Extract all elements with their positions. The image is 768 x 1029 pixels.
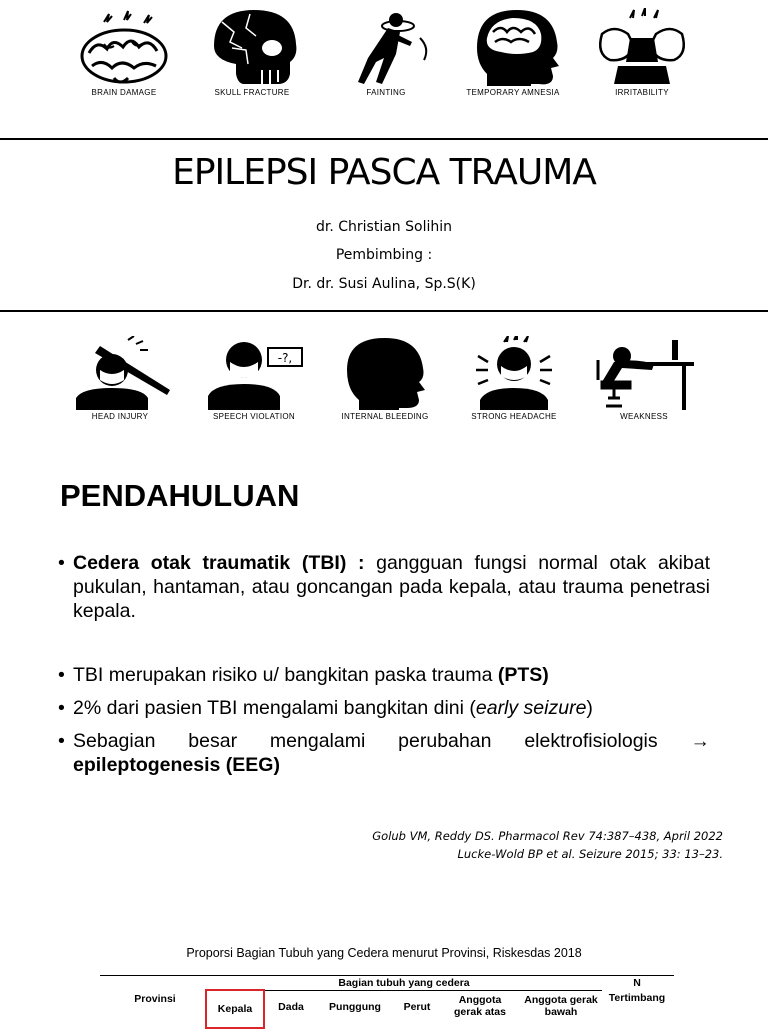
col-header-perut: Perut <box>403 1001 431 1013</box>
tbi-definition: gangguan fungsi normal otak akibat pukulan, hantaman, atau goncangan pada kepala, atau trauma penetrasi kepala. <box>73 552 710 622</box>
table-title: Proporsi Bagian Tubuh yang Cedera menurut Provinsi, Riskesdas 2018 <box>186 946 582 960</box>
bullet-tbi-definition <box>58 551 710 623</box>
col-header-provinsi: Provinsi <box>134 993 176 1005</box>
weakness-icon <box>594 336 694 410</box>
strong-headache-icon <box>464 336 564 410</box>
section-heading: PENDAHULUAN <box>60 478 300 513</box>
brain-damage-icon <box>74 8 174 86</box>
irritability-item <box>592 8 692 97</box>
col-header-n: N <box>633 977 641 989</box>
bullet-dot: • <box>58 664 65 686</box>
bullet-text <box>73 696 710 720</box>
internal-bleeding-icon <box>335 336 435 410</box>
epileptogenesis-term: epileptogenesis (EEG) <box>73 754 280 776</box>
reference-1: Golub VM, Reddy DS. Pharmacol Rev 74:387–438, April 2022 <box>372 829 723 843</box>
brain-damage-label: BRAIN DAMAGE <box>91 88 157 97</box>
early-seizure-text: 2% dari pasien TBI mengalami bangkitan dini ( <box>73 697 476 719</box>
weakness-label: WEAKNESS <box>620 412 668 421</box>
temporary-amnesia-label: TEMPORARY AMNESIA <box>466 88 560 97</box>
bullet-text <box>73 551 710 623</box>
temporary-amnesia-icon <box>463 8 563 86</box>
head-injury-label: HEAD INJURY <box>91 412 149 421</box>
speech-violation-item <box>202 336 306 421</box>
bullet-text: Sebagian besar mengalami perubahan elektrofisiologis → <box>73 730 710 752</box>
reference-2: Lucke-Wold BP et al. Seizure 2015; 33: 13–23. <box>457 847 723 861</box>
irritability-icon <box>592 8 692 86</box>
fainting-item <box>334 8 438 97</box>
internal-bleeding-label: INTERNAL BLEEDING <box>341 412 429 421</box>
table-group-rule <box>206 990 602 991</box>
bullet-early-seizure <box>58 696 710 720</box>
speech-violation-icon <box>204 336 304 410</box>
strong-headache-item <box>462 336 566 421</box>
head-injury-icon <box>70 336 170 410</box>
bullet-dot: • <box>58 552 65 574</box>
col-header-dada: Dada <box>278 1001 304 1013</box>
head-injury-item <box>68 336 172 421</box>
bullet-dot: • <box>58 697 65 719</box>
fainting-label: FAINTING <box>366 88 406 97</box>
bullet-dot: • <box>58 730 65 752</box>
bullet-epileptogenesis <box>58 729 710 777</box>
strong-headache-label: STRONG HEADACHE <box>471 412 557 421</box>
supervisor-name: Dr. dr. Susi Aulina, Sp.S(K) <box>292 276 476 292</box>
author-name: dr. Christian Solihin <box>316 219 452 235</box>
bullet-text <box>73 663 710 687</box>
bullet-tbi-risk <box>58 663 710 687</box>
pts-term: (PTS) <box>497 664 549 686</box>
skull-fracture-item <box>200 8 304 97</box>
col-header-anggota-bawah: Anggota gerak bawah <box>524 994 598 1018</box>
supervisor-label: Pembimbing : <box>335 247 433 263</box>
skull-fracture-label: SKULL FRACTURE <box>214 88 290 97</box>
speech-violation-label: SPEECH VIOLATION <box>212 412 295 421</box>
col-header-group: Bagian tubuh yang cedera <box>338 977 470 989</box>
fainting-icon <box>336 8 436 86</box>
tbi-term: Cedera otak traumatik (TBI) : <box>73 552 365 574</box>
risk-text: TBI merupakan risiko u/ bangkitan paska trauma <box>73 664 498 686</box>
col-header-kepala: Kepala <box>217 1003 253 1015</box>
irritability-label: IRRITABILITY <box>615 88 669 97</box>
references <box>372 827 723 863</box>
early-seizure-term: early seizure <box>475 697 587 719</box>
svg-text:-?,: -?, <box>277 351 293 365</box>
presentation-title: EPILEPSI PASCA TRAUMA <box>172 152 596 193</box>
col-header-punggung: Punggung <box>329 1001 381 1013</box>
title-top-divider <box>0 138 768 140</box>
weakness-item <box>592 336 696 421</box>
brain-damage-item <box>72 8 176 97</box>
internal-bleeding-item <box>330 336 440 421</box>
temporary-amnesia-item <box>458 8 568 97</box>
table-top-rule <box>100 975 674 976</box>
skull-fracture-icon <box>202 8 302 86</box>
col-header-anggota-atas: Anggota gerak atas <box>454 994 506 1018</box>
title-bottom-divider <box>0 310 768 312</box>
col-header-tertimbang: Tertimbang <box>608 992 666 1004</box>
early-seizure-end: ) <box>586 697 593 719</box>
